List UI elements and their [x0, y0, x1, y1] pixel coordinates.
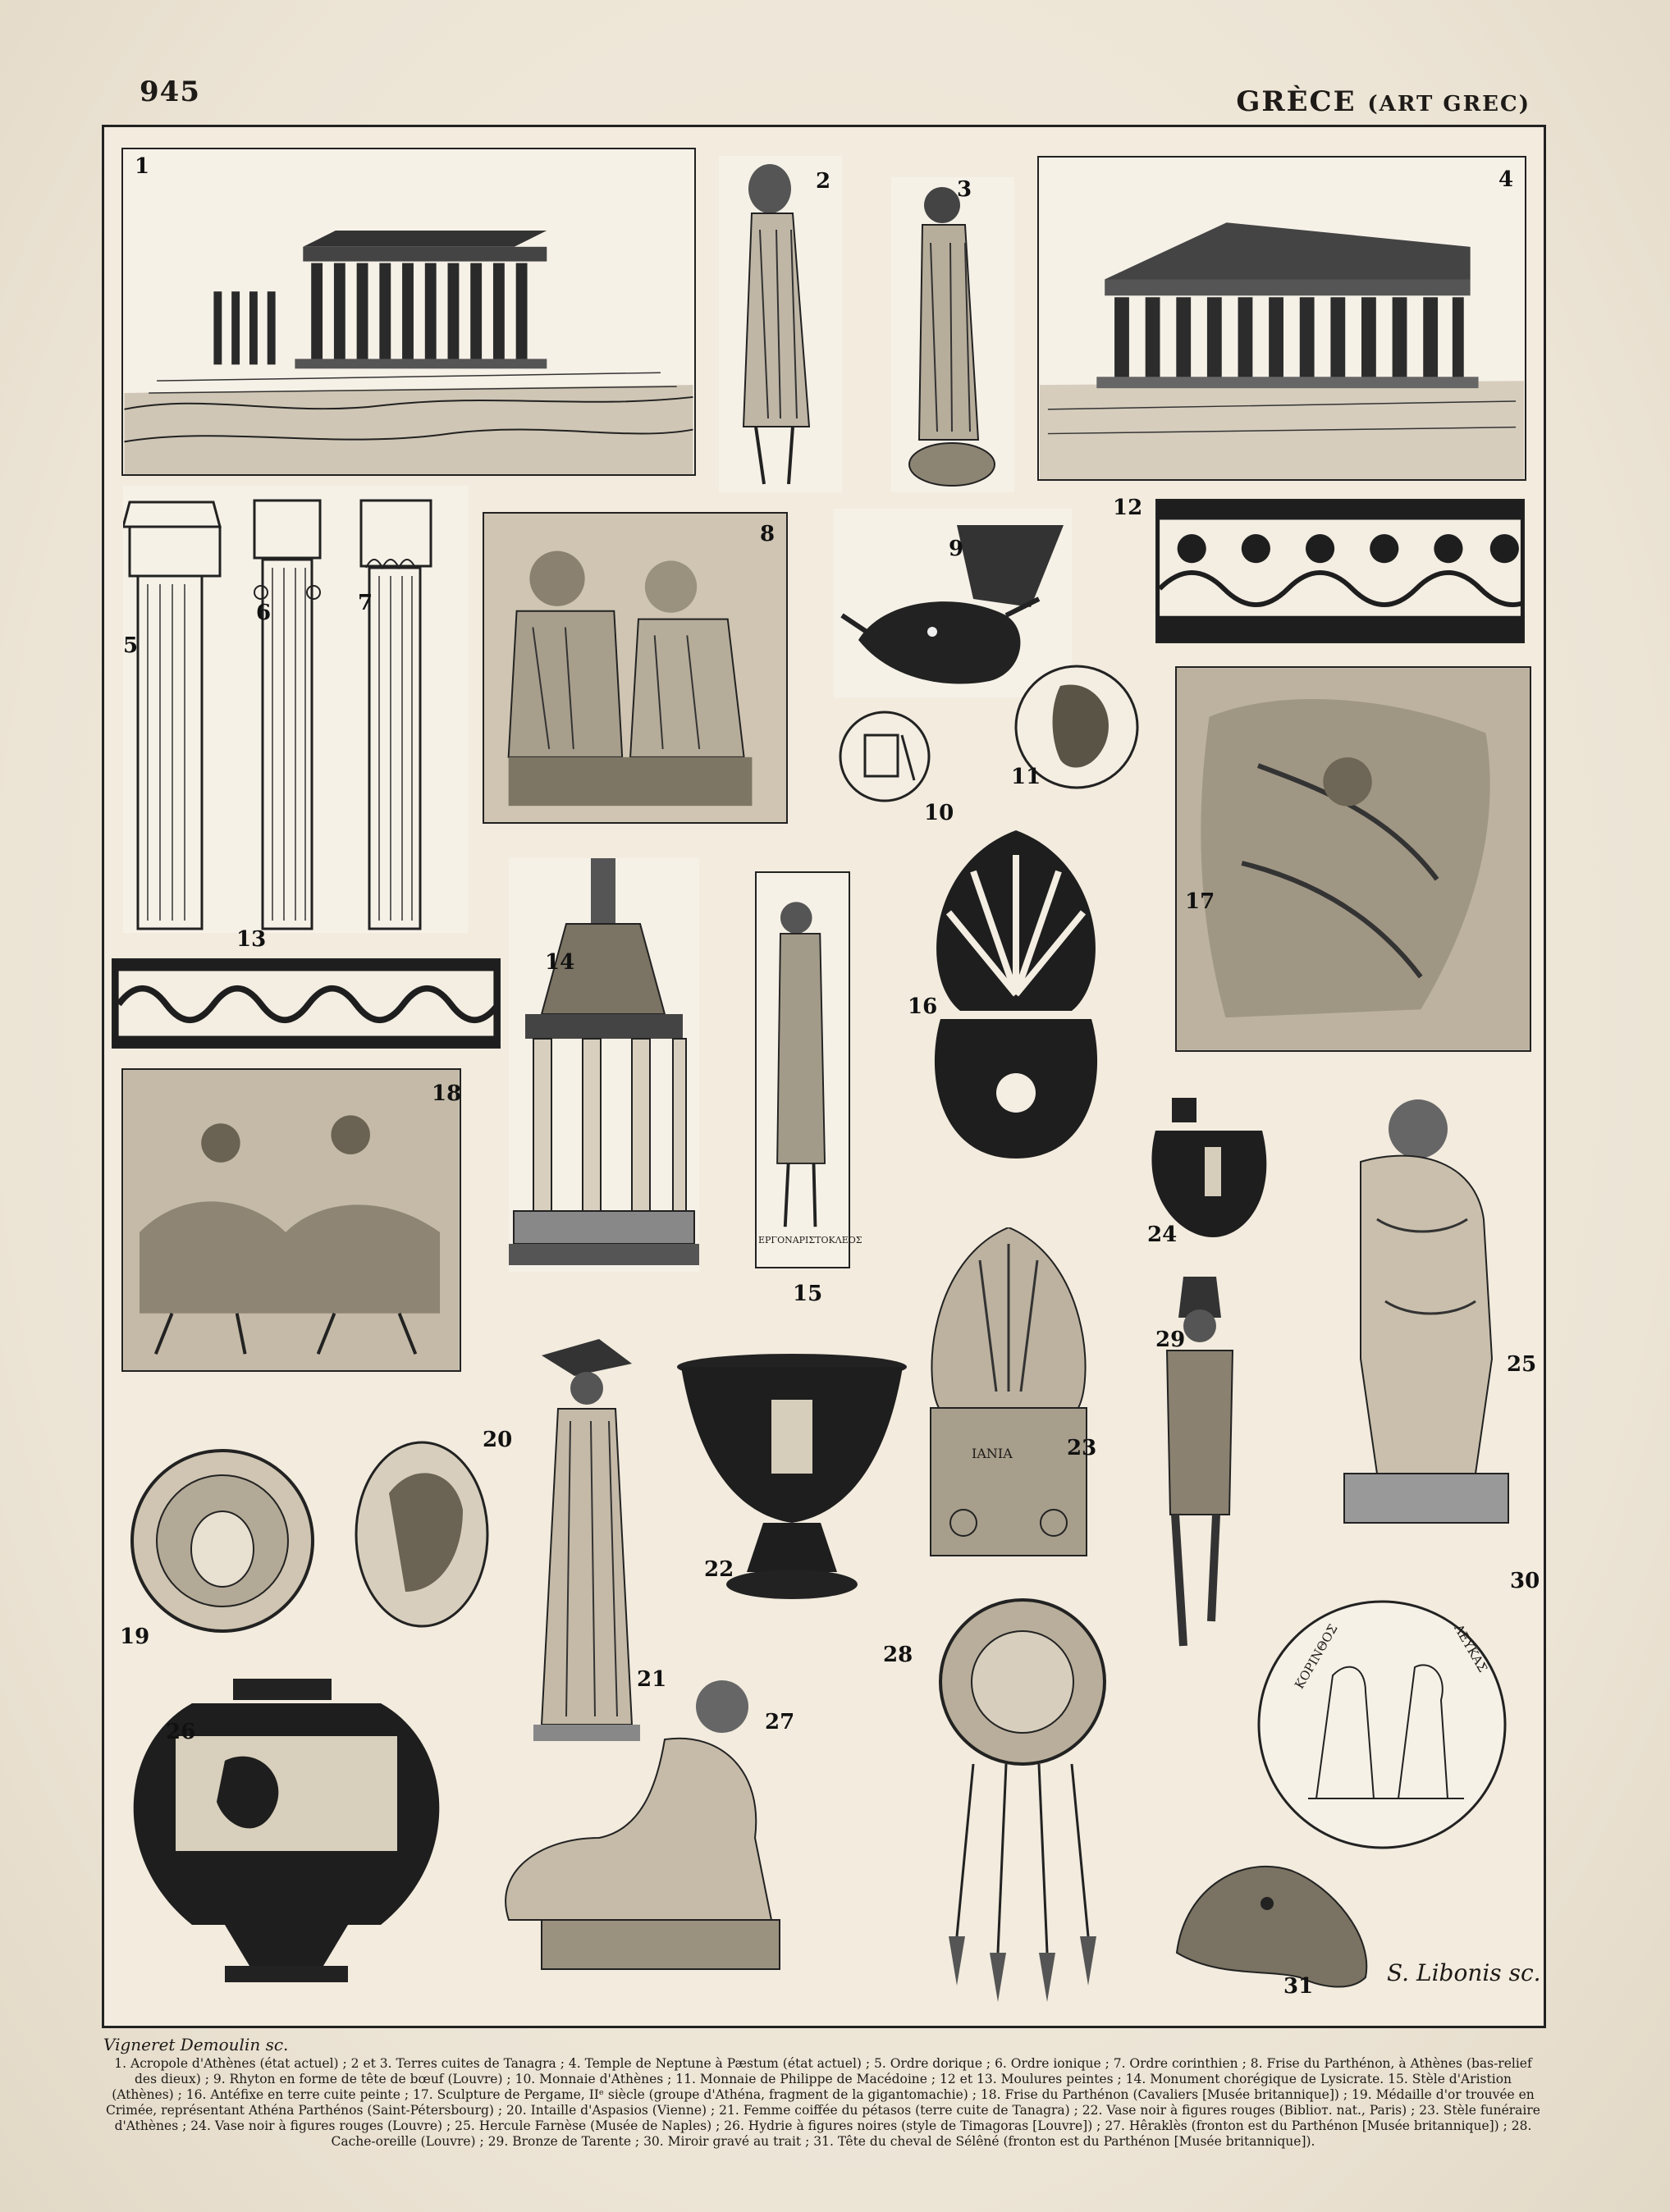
figure-number: 28 [883, 1643, 913, 1667]
stele-aristion-illustration [757, 873, 849, 1267]
figure-number: 31 [1283, 1974, 1314, 1999]
figure-number: 4 [1498, 167, 1514, 192]
figure-coin-philip [1011, 661, 1142, 809]
horse-head-illustration [1169, 1854, 1382, 2000]
tanagra-figure-3-illustration [891, 177, 1014, 492]
hydria-illustration [110, 1679, 466, 1987]
herakles-illustration [476, 1674, 804, 1995]
figure-painted-moulding-13 [112, 927, 501, 1049]
artist-signature: S. Libonis sc. [1387, 1959, 1541, 1986]
figure-number: 16 [908, 994, 938, 1019]
figure-red-figure-vase [1147, 1098, 1279, 1245]
figure-number: 7 [358, 591, 373, 615]
figure-number: 1 [135, 154, 150, 179]
engraved-mirror-illustration [1226, 1569, 1541, 1856]
figure-acropolis [121, 148, 696, 476]
figure-stele-aristion [755, 871, 862, 1306]
figure-painted-moulding-12 [1113, 496, 1525, 643]
figure-farnese-hercules [1311, 1088, 1540, 1547]
figure-number: 19 [120, 1625, 150, 1649]
figure-paestum-temple [1037, 156, 1526, 481]
figure-number: 25 [1507, 1352, 1537, 1377]
figure-number: 21 [637, 1667, 667, 1692]
figure-funerary-stele [922, 1227, 1095, 1572]
figure-number: 24 [1147, 1223, 1178, 1247]
acropolis-illustration [123, 149, 694, 474]
paestum-temple-illustration [1039, 158, 1525, 479]
figure-lysicrates-monument [509, 858, 699, 1272]
funerary-stele-illustration [922, 1227, 1095, 1572]
figure-parthenon-frieze-horsemen [121, 1068, 461, 1372]
frieze-horsemen-illustration [123, 1070, 460, 1370]
figure-herakles-pediment [476, 1674, 804, 1995]
figure-column-orders [123, 486, 468, 933]
figure-number: 12 [1113, 496, 1143, 520]
figure-number: 26 [166, 1720, 196, 1744]
mirror-inscription-right: ΛΕΥΚΑΣ [1451, 1621, 1491, 1675]
figure-number: 27 [765, 1710, 795, 1734]
figure-number: 22 [704, 1557, 734, 1582]
engraver-signature: Vigneret Demoulin sc. [103, 2035, 289, 2054]
tanagra-figure-2-illustration [719, 156, 842, 492]
figure-number: 15 [793, 1282, 823, 1306]
column-orders-illustration [123, 486, 468, 933]
figure-red-figure-crater [673, 1351, 911, 1613]
stele-inscription: ΕΡΓΟΝΑΡΙΣΤΟΚΛΕΟΣ [758, 1235, 862, 1245]
earring-illustration [883, 1592, 1141, 2009]
figure-number: 20 [483, 1428, 513, 1452]
figure-black-figure-hydria [110, 1679, 466, 1987]
funerary-stele-inscription: ΙΑΝΙΑ [972, 1446, 1013, 1461]
figure-number: 5 [123, 633, 139, 658]
figure-pergamon-sculpture [1175, 666, 1531, 1052]
page-title-main: GRÈCE [1236, 85, 1357, 118]
figure-number: 17 [1185, 889, 1215, 914]
figure-number: 10 [924, 801, 954, 825]
figure-number: 2 [816, 169, 831, 194]
antefix-illustration [908, 830, 1124, 1168]
figure-gold-earring [883, 1592, 1141, 2009]
lysicrates-illustration [509, 858, 699, 1272]
figure-tanagra-terracotta-3 [891, 177, 1014, 492]
moulding-13-illustration [113, 960, 499, 1047]
intaglio-illustration [348, 1428, 520, 1633]
plate-caption: 1. Acropole d'Athènes (état actuel) ; 2 et 3. Terres cuites de Tanagra ; 4. Temple de Neptune à Pæstum (état actuel) ; 5. Ordre dorique ; 6. Ordre ionique ; 7. Ordre corinthien ; 8. Frise du Parthénon, à Athènes (bas-relief des dieux) ; 9. Rhyton en forme de tête de bœuf (Louvre) ; 10. Monnaie d'Athènes ; 11. Monnaie de Philippe de Macédoine ; 12 et 13. Moulures peintes ; 14. Monument chorégique de Lysicrate. 15. Stèle d'Aristion (Athènes) ; 16. Antéfixe en terre cuite peinte ; 17. Sculpture de Pergame, IIᵉ siècle (groupe d'Athéna, fragment de la gigantomachie) ; 18. Frise du Parthénon (Cavaliers [Musée britannique]) ; 19. Médaille d'or trouvée en Crimée, représentant Athéna Parthénos (Saint-Pétersbourg) ; 20. Intaille d'Aspasios (Vienne) ; 21. Femme coiffée du pétasos (terre cuite de Tanagra) ; 22. Vase noir à figures rouges (Biblioт. nat., Paris) ; 23. Stèle funéraire d'Athènes ; 24. Vase noir à figures rouges (Louvre) ; 25. Hercule Farnèse (Musée de Naples) ; 26. Hydrie à figures noires (style de Timagoras [Louvre]) ; 27. Hêraklès (fronton est du Parthénon [Musée britannique]) ; 28. Cache-oreille (Louvre) ; 29. Bronze de Tarente ; 30. Miroir gravé au trait ; 31. Tête du cheval de Sélêné (fronton est du Parthénon [Musée britannique]). [106, 2056, 1540, 2149]
figure-number: 18 [432, 1081, 462, 1106]
figure-number: 23 [1067, 1436, 1097, 1460]
figure-intaglio-aspasios [348, 1428, 520, 1633]
figure-number: 8 [760, 522, 776, 546]
figure-number: 30 [1510, 1569, 1540, 1593]
figure-antefix [908, 830, 1124, 1168]
figure-number: 9 [949, 537, 964, 561]
farnese-hercules-illustration [1311, 1088, 1540, 1547]
figure-tanagra-terracotta-2 [719, 156, 842, 492]
figure-number: 11 [1011, 765, 1041, 789]
page-title [1236, 85, 1530, 118]
figure-parthenon-frieze-gods [483, 512, 788, 824]
figure-engraved-mirror [1226, 1569, 1541, 1856]
figure-number: 14 [545, 950, 575, 975]
figure-number: 29 [1155, 1328, 1186, 1352]
figure-coin-athens [832, 702, 963, 834]
figure-number: 3 [957, 177, 972, 202]
moulding-12-illustration [1157, 500, 1523, 642]
mirror-inscription-left: ΚΟΡΙΝΘΟΣ [1292, 1621, 1341, 1692]
figure-number: 13 [236, 927, 267, 952]
frieze-gods-illustration [484, 514, 786, 822]
figure-selene-horse-head [1169, 1854, 1382, 2000]
page-title-subtitle: (ART GREC) [1367, 92, 1530, 117]
gold-medal-illustration [112, 1442, 341, 1648]
pergamon-sculpture-illustration [1177, 668, 1530, 1050]
figure-number: 6 [256, 601, 272, 625]
page-number: 945 [140, 75, 200, 108]
figure-gold-medal-athena [112, 1442, 341, 1648]
